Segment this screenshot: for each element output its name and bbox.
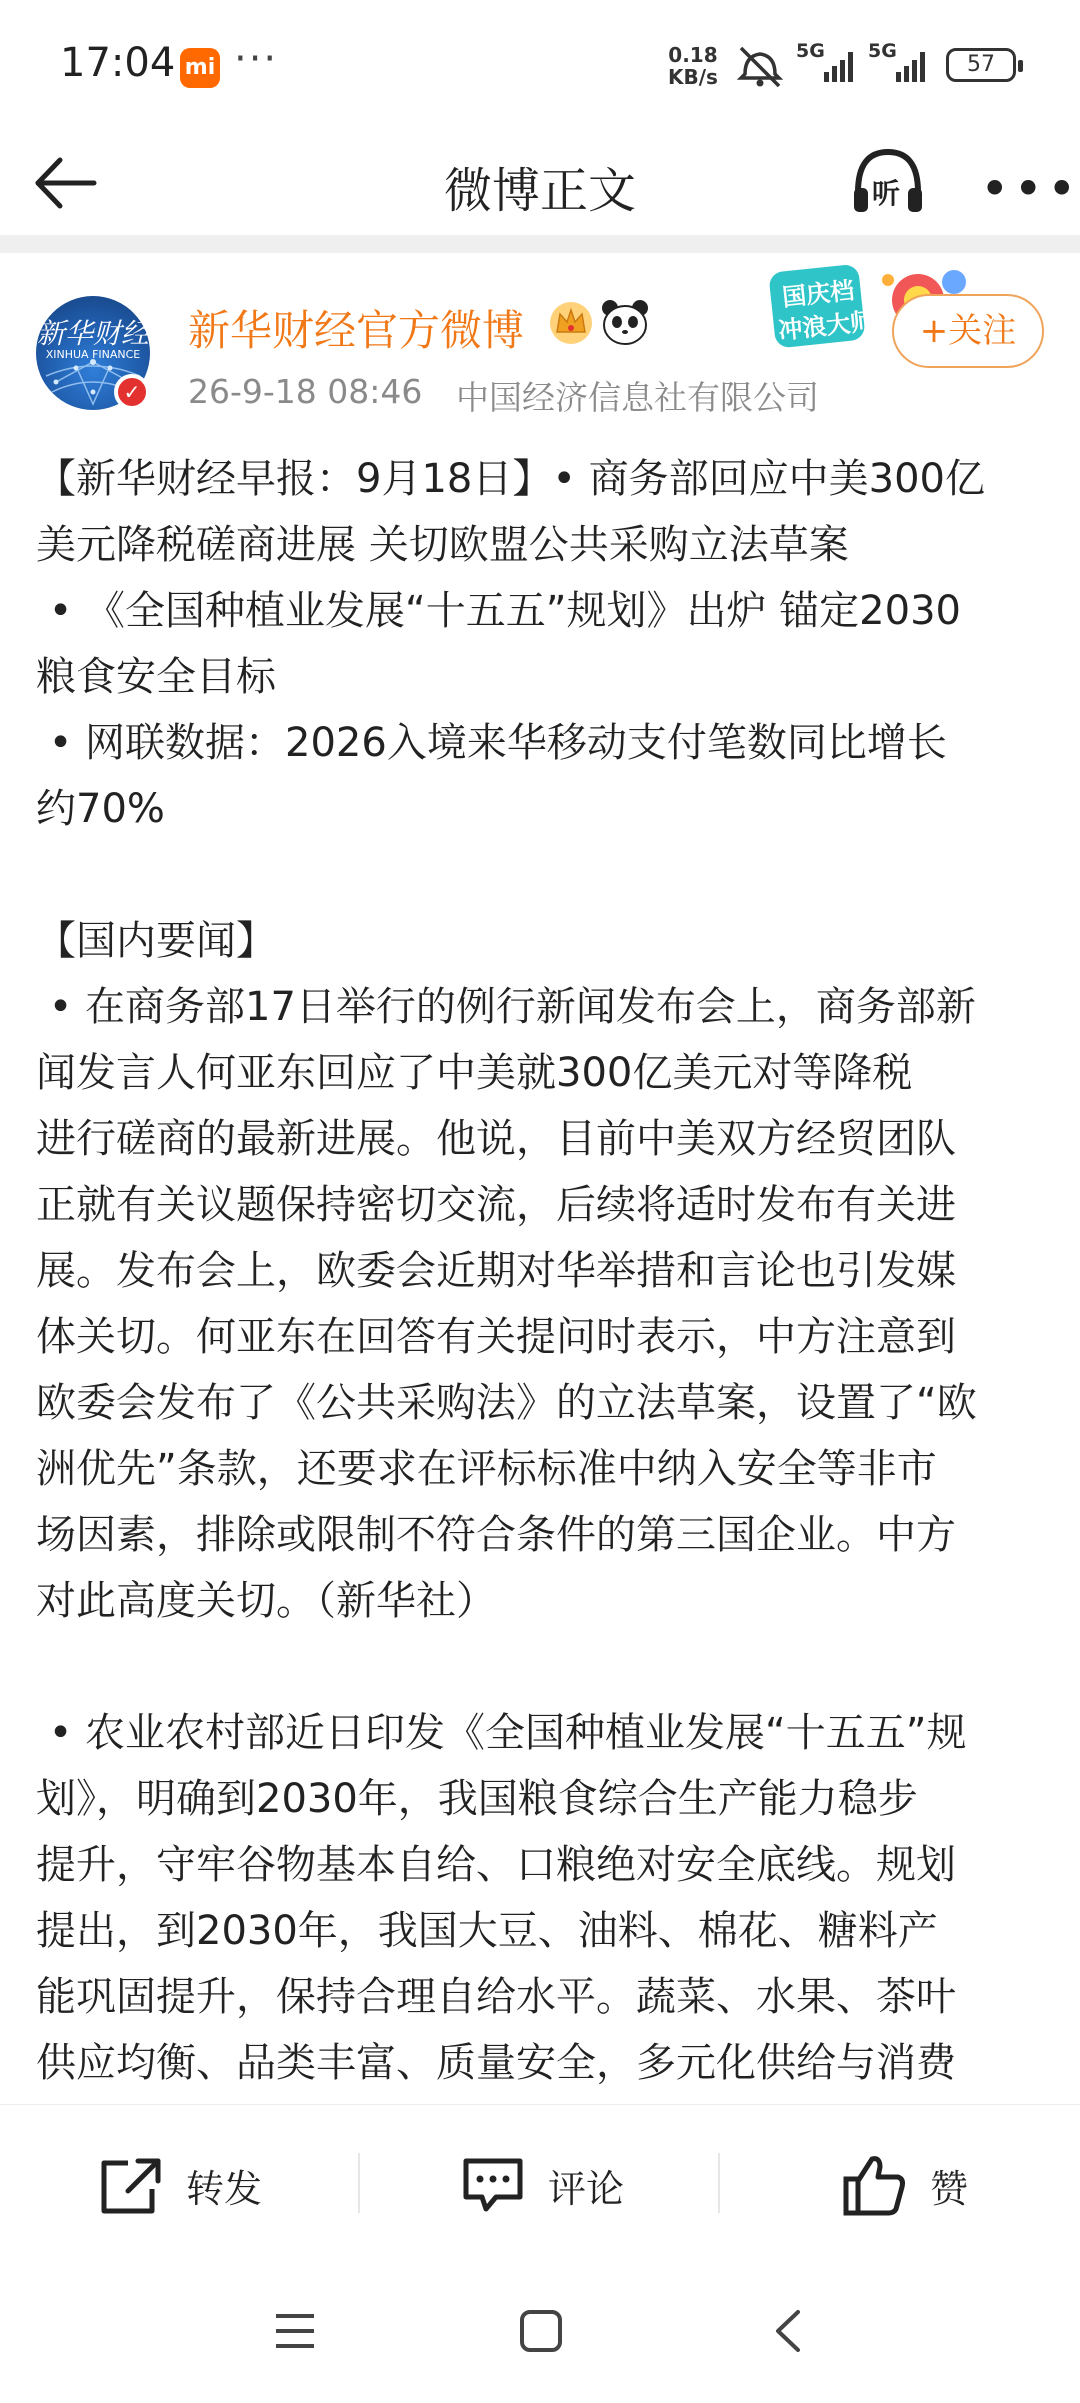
post-text-line: 闻发言人何亚东回应了中美就300亿美元对等降税 xyxy=(36,1050,913,1096)
menu-icon[interactable] xyxy=(272,2308,318,2354)
post-text-line: 欧委会发布了《公共采购法》的立法草案，设置了“欧 xyxy=(36,1380,977,1426)
post-text-line: 体关切。何亚东在回答有关提问时表示，中方注意到 xyxy=(36,1314,956,1360)
post-text-line: • 农业农村部近日印发《全国种植业发展“十五五”规 xyxy=(36,1710,967,1756)
network-speed xyxy=(668,44,718,88)
bottom-action-bar xyxy=(0,2104,1080,2265)
battery-icon xyxy=(946,48,1016,82)
post-text-line: 粮食安全目标 xyxy=(36,654,276,700)
battery-level: 57 xyxy=(967,52,995,77)
more-options-icon[interactable]: ••• xyxy=(980,160,1080,218)
post-text-line: 【新华财经早报：9月18日】• 商务部回应中美300亿 xyxy=(36,456,986,502)
post-text-line: 进行磋商的最新进展。他说，目前中美双方经贸团队 xyxy=(36,1116,956,1162)
post-text-line: 提出，到2030年，我国大豆、油料、棉花、糖料产 xyxy=(36,1908,938,1954)
like-label: 赞 xyxy=(930,2166,969,2211)
avatar-logo-text: 新华财经 xyxy=(36,317,149,350)
post-text-line: 场因素，排除或限制不符合条件的第三国企业。中方 xyxy=(36,1512,956,1558)
status-time: 17:04 xyxy=(60,40,176,86)
post-content xyxy=(36,446,1046,2096)
like-button[interactable] xyxy=(842,2105,968,2265)
post-text-line: 展。发布会上，欧委会近期对华举措和言论也引发媒 xyxy=(36,1248,956,1294)
blank-line xyxy=(36,1634,1046,1700)
repost-button[interactable] xyxy=(98,2105,262,2265)
system-navigation-bar xyxy=(0,2264,1080,2403)
signal-2-label: 5G xyxy=(868,40,897,62)
blank-line xyxy=(36,842,1046,908)
post-text-line: • 网联数据：2026入境来华移动支付笔数同比增长 xyxy=(36,720,947,766)
comment-label: 评论 xyxy=(548,2166,625,2211)
network-speed-value: 0.18 xyxy=(668,43,718,67)
signal-1-label: 5G xyxy=(796,40,825,62)
post-text-line: 供应均衡、品类丰富、质量安全，多元化供给与消费 xyxy=(36,2040,956,2086)
post-text-line: • 在商务部17日举行的例行新闻发布会上，商务部新 xyxy=(36,984,976,1030)
post-text-line: 对此高度关切。（新华社） xyxy=(36,1578,496,1624)
post-text-line: • 《全国种植业发展“十五五”规划》出炉 锚定2030 xyxy=(36,588,961,634)
network-speed-unit: KB/s xyxy=(668,65,718,89)
header-divider xyxy=(0,235,1080,253)
share-arrow-icon xyxy=(98,2155,164,2215)
verified-badge-icon: ✓ xyxy=(114,374,150,410)
listen-label: 听 xyxy=(872,177,901,210)
mi-app-icon: mi xyxy=(180,48,220,88)
crown-badge-icon xyxy=(548,300,594,346)
top-nav-bar xyxy=(0,130,1080,235)
home-square-icon[interactable] xyxy=(518,2308,564,2354)
follow-button[interactable]: +关注 xyxy=(892,294,1044,368)
repost-label: 转发 xyxy=(186,2166,263,2211)
action-separator xyxy=(718,2153,720,2213)
post-text-line: 正就有关议题保持密切交流，后续将适时发布有关进 xyxy=(36,1182,956,1228)
author-name[interactable]: 新华财经官方微博 xyxy=(188,306,525,355)
panda-badge-icon xyxy=(600,298,650,346)
promo-badge-line2: 冲浪大师 xyxy=(777,307,876,345)
post-text-line: 【国内要闻】 xyxy=(36,918,276,964)
post-text-line: 洲优先”条款，还要求在评标标准中纳入安全等非市 xyxy=(36,1446,937,1492)
post-text-line: 提升，守牢谷物基本自给、口粮绝对安全底线。规划 xyxy=(36,1842,956,1888)
notification-more-icon: ··· xyxy=(234,36,279,82)
promo-badge-line1: 国庆档 xyxy=(780,276,856,312)
back-triangle-icon[interactable] xyxy=(766,2308,812,2354)
post-text-line: 能巩固提升，保持合理自给水平。蔬菜、水果、茶叶 xyxy=(36,1974,956,2020)
status-bar xyxy=(0,0,1080,130)
post-text-line: 美元降税磋商进展 关切欧盟公共采购立法草案 xyxy=(36,522,849,568)
post-source: 中国经济信息社有限公司 xyxy=(456,378,819,417)
post-text-line: 约70% xyxy=(36,786,165,832)
mute-icon xyxy=(735,44,785,88)
listen-button[interactable] xyxy=(848,142,928,226)
post-text-line: 划》，明确到2030年，我国粮食综合生产能力稳步 xyxy=(36,1776,918,1822)
avatar-logo-subtext: XINHUA FINANCE xyxy=(45,348,141,361)
page-title: 微博正文 xyxy=(443,163,636,219)
comment-bubble-icon xyxy=(460,2155,526,2215)
comment-button[interactable] xyxy=(460,2105,624,2265)
action-separator xyxy=(358,2153,360,2213)
thumbs-up-icon xyxy=(842,2153,908,2217)
post-timestamp: 26-9-18 08:46 xyxy=(188,372,423,411)
